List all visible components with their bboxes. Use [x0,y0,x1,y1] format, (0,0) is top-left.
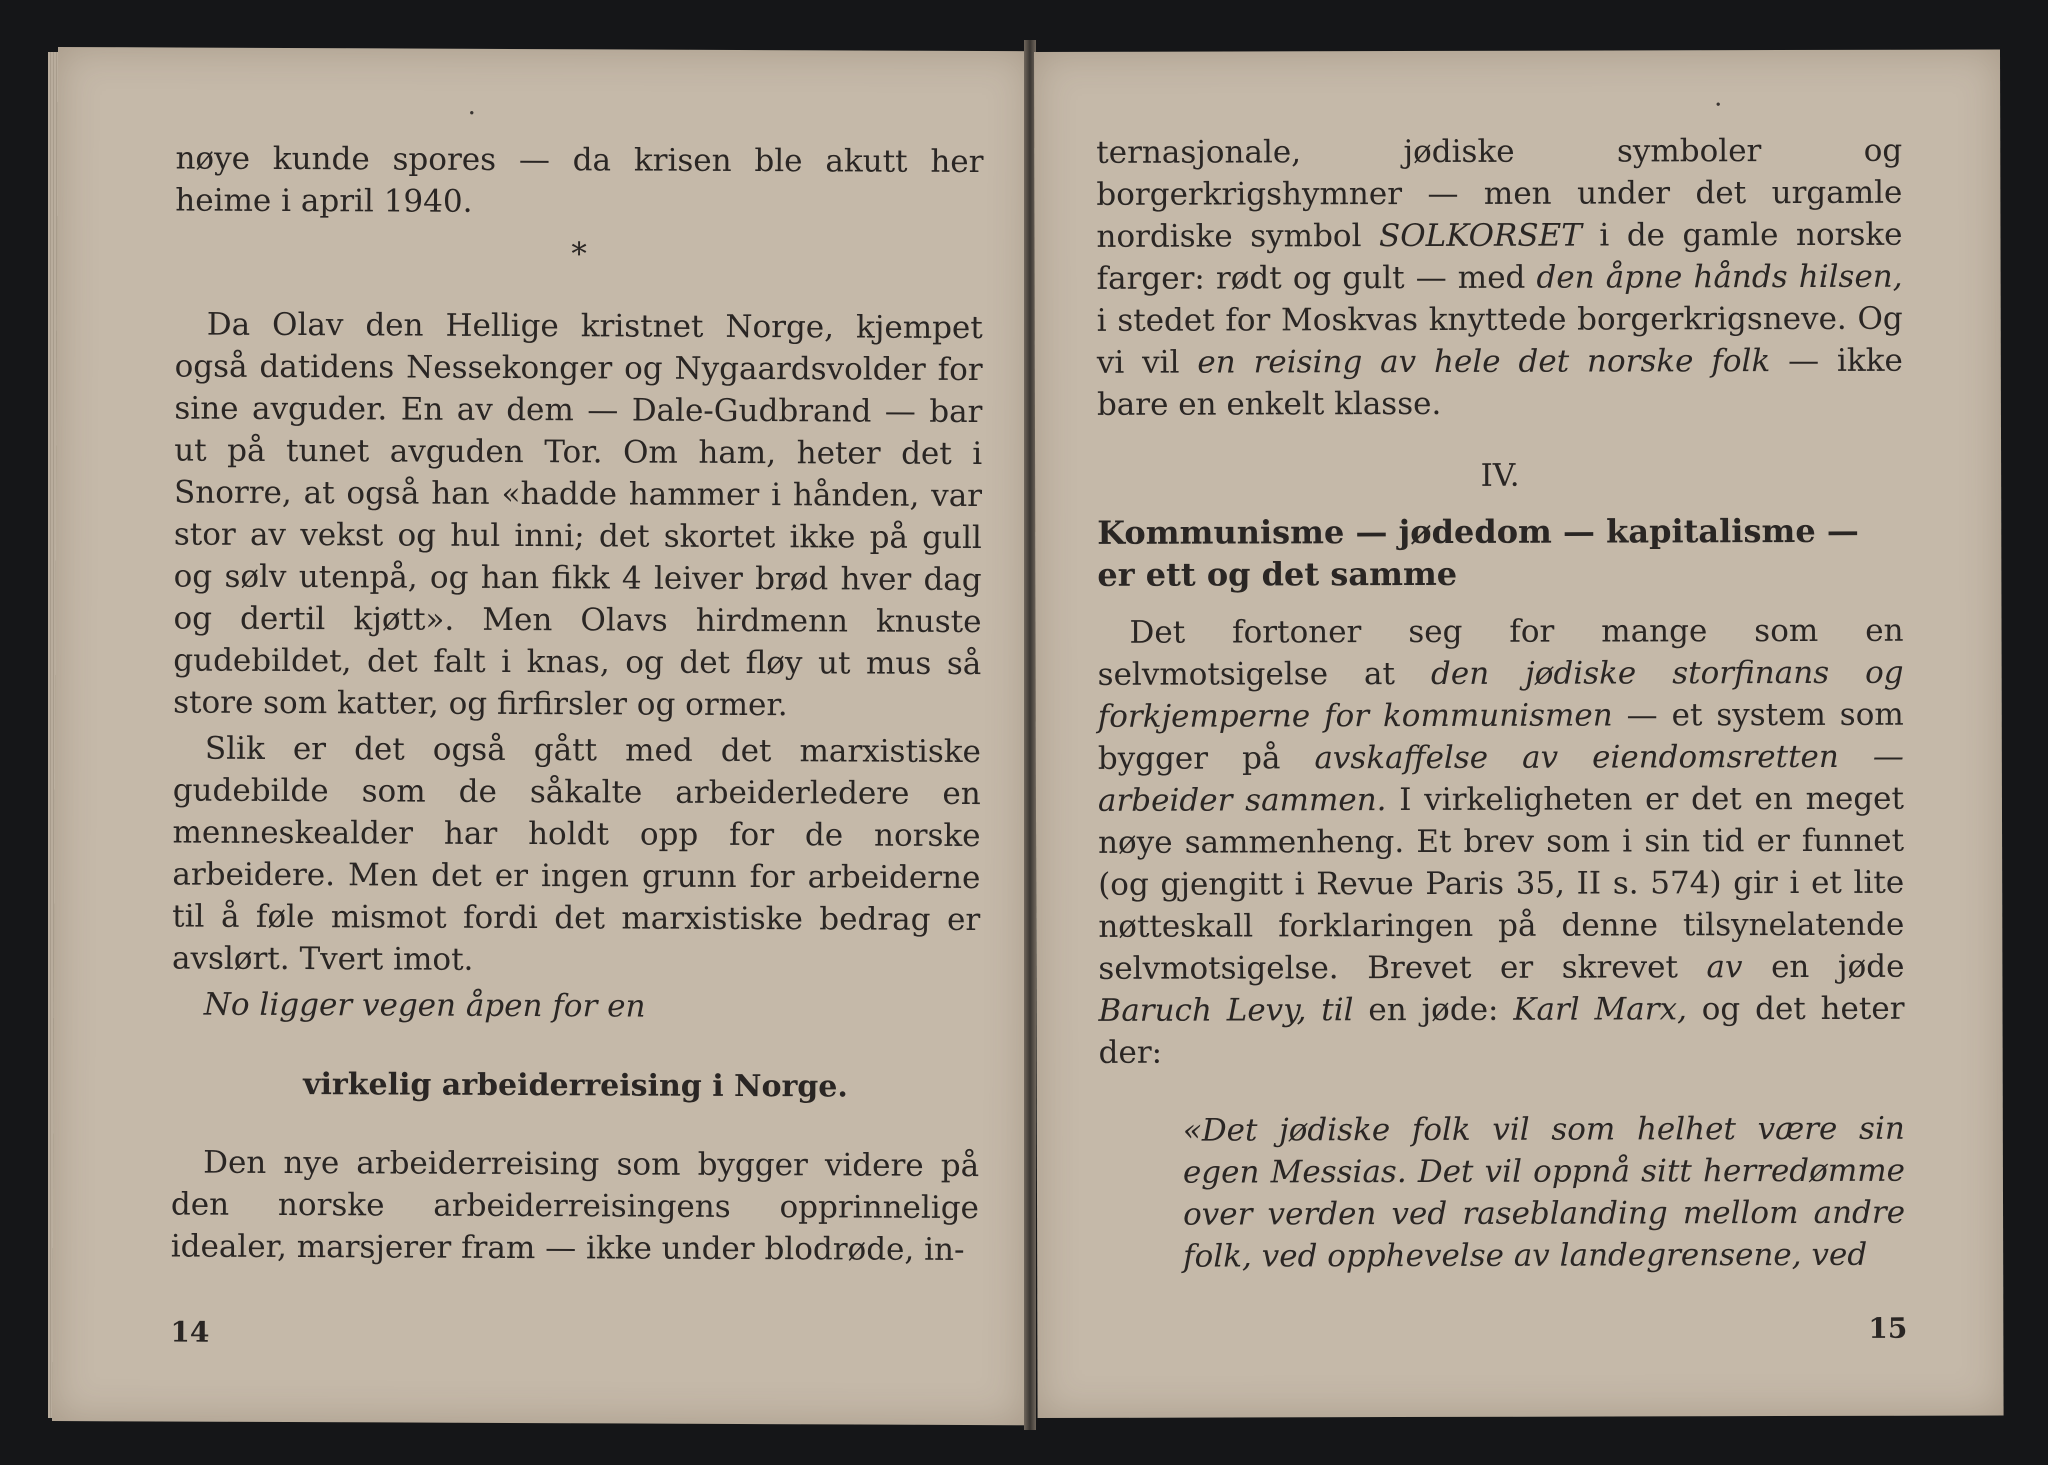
text-run: — et system som bygger på [1097,696,1904,777]
left-page-text [171,138,984,1272]
emphasis-run: den jødiske storfinans og forkjemperne for kommunismen [1097,654,1904,735]
text-run: — ikke bare en enkelt klasse. [1096,342,1903,423]
emphasis-run: Baruch Levy, til [1098,992,1354,1029]
text-run: en jøde: [1353,991,1514,1029]
continued-paragraph [1096,130,1903,426]
emphasis-run: en reising av hele det norske folk [1197,343,1771,381]
section-numeral: IV. [1480,457,1520,494]
text-run: Det fortoner seg for mange som en selvmotsigelse at [1097,612,1904,693]
emphasis-run: SOLKORSET [1378,217,1582,255]
text-run: ternasjonale, jødiske symboler og borgerkrigshymner — men under det urgamle nordiske symbol [1096,132,1903,255]
section-title-line-2: er ett og det samme [1097,554,1458,594]
right-page-text [1096,130,1905,1278]
section-break-asterisk: * [571,236,587,273]
emphasis-run: Karl Marx, [1513,991,1687,1028]
emphasis-run: avskaffelse av eiendomsretten — arbeider sammen. [1097,738,1904,819]
paragraph-det [1097,610,1904,1074]
bold-heading: virkelig arbeiderreising i Norge. [303,1067,848,1105]
text-run: i de gamle norske farger: rødt og gult — med [1096,216,1903,297]
emphasis-run: av [1706,949,1743,986]
paragraph-nye: Den nye arbeiderreising som bygger videre på den norske arbeiderreisingens opprinnelige idealer, marsjerer fram — ikke under blodrøde, in- [170,1144,980,1268]
paragraph-olav: Da Olav den Hellige kristnet Norge, kjempet også datidens Nessekonger og Nygaardsvolder for sine avguder. En av dem — Dale-Gudbrand — bar ut på tunet avguden Tor. Om ham, heter det i Snorre, at også han «hadde hammer i hånden, var stor av vekst og hul inni; det skortet ikke på gull og sølv utenpå, og han fikk 4 leiver brød hver dag og dertil kjøtt». Men Olavs hirdmenn knuste gudebildet, det falt i knas, og det fløy ut mus så store som katter, og firfirsler og ormer. [173,306,983,724]
right-page [1034,49,2004,1418]
italic-line: No ligger vegen åpen for en [203,986,646,1025]
left-page [52,47,1030,1425]
continued-paragraph: nøye kunde spores — da krisen ble akutt her heime i april 1940. [175,140,984,220]
text-run: I virkeligheten er det en meget nøye sammenheng. Et brev som i sin tid er funnet (og gjengitt i Revue Paris 35, II s. 574) gir i et lite nøtteskall forklaringen på denne tilsynelatende selvmotsigelse. Brevet er skrevet [1098,780,1905,987]
text-run: og det heter der: [1098,990,1905,1071]
section-title-line-1: Kommunisme — jødedom — kapitalisme — [1097,511,1859,552]
emphasis-run: den åpne hånds hilsen, [1536,258,1903,296]
paragraph-slik: Slik er det også gått med det marxistiske gudebilde som de såkalte arbeiderledere en menneskealder har holdt opp for de norske arbeidere. Men det er ingen grunn for arbeiderne til å føle mismot fordi det marxistiske bedrag er avslørt. Tvert imot. [171,730,982,978]
page-speck: · [467,98,477,129]
text-run: i stedet for Moskvas knyttede borgerkrigsneve. Og vi vil [1096,300,1903,381]
page-number-right: 15 [1868,1311,1908,1345]
page-speck: · [1714,90,1723,121]
quotation: «Det jødiske folk vil som helhet være sin egen Messias. Det vil oppnå sitt herredømme over verden ved raseblanding mellom andre folk, ved opphevelse av landegrensene, ved [1182,1110,1906,1275]
page-number-left: 14 [170,1315,210,1349]
text-run: en jøde [1742,948,1905,986]
